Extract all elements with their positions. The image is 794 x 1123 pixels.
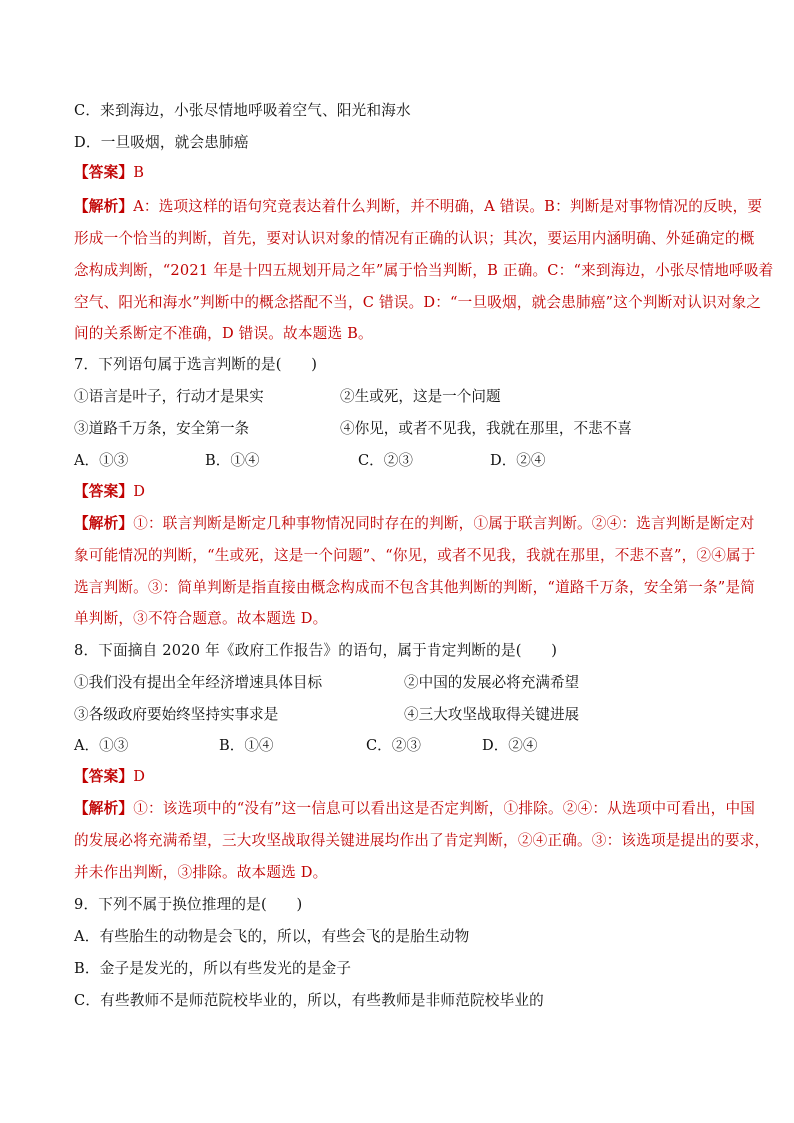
q8-analysis-line-3: 并未作出判断，③排除。故本题选 D。 <box>74 864 328 881</box>
q8-stem: 8．下面摘自 2020 年《政府工作报告》的语句，属于肯定判断的是( ) <box>74 642 558 659</box>
answer-tag: 【答案】 <box>74 164 134 181</box>
analysis-tag: 【解析】 <box>74 800 134 817</box>
q8-item-1: ①我们没有提出全年经济增速具体目标 <box>74 674 323 691</box>
analysis-tag: 【解析】 <box>74 198 134 215</box>
q8-answer <box>74 767 145 787</box>
q7-answer <box>74 482 145 502</box>
q7-analysis-line-3: 选言判断。③：简单判断是指直接由概念构成而不包含其他判断的判断，“道路千万条，安全第一条”是简 <box>74 579 756 596</box>
q8-choice-a: A．①③ <box>74 737 129 754</box>
q9-option-b: B．金子是发光的，所以有些发光的是金子 <box>74 960 352 977</box>
q6-option-d: D．一旦吸烟，就会患肺癌 <box>74 134 249 151</box>
answer-value: B <box>133 164 145 181</box>
q8-choice-d: D．②④ <box>482 737 538 754</box>
q7-stem: 7．下列语句属于选言判断的是( ) <box>74 356 318 373</box>
q7-item-2: ②生或死，这是一个问题 <box>340 388 501 405</box>
q6-analysis-line-5: 间的关系断定不准确，D 错误。故本题选 B。 <box>74 325 373 342</box>
analysis-text: ①：该选项中的“没有”这一信息可以看出这是否定判断，①排除。②④：从选项中可看出，中国 <box>133 800 756 817</box>
q8-item-3: ③各级政府要始终坚持实事求是 <box>74 706 279 723</box>
q8-item-4: ④三大攻坚战取得关键进展 <box>404 706 580 723</box>
q8-item-2: ②中国的发展必将充满希望 <box>404 674 580 691</box>
q7-item-1: ①语言是叶子，行动才是果实 <box>74 388 264 405</box>
q6-analysis-line-2: 形成一个恰当的判断，首先，要对认识对象的情况有正确的认识；其次，要运用内涵明确、外延确定的概 <box>74 230 755 247</box>
q8-choice-b: B．①④ <box>219 737 274 754</box>
q8-analysis-line-1 <box>74 799 755 819</box>
q7-item-3: ③道路千万条，安全第一条 <box>74 420 250 437</box>
q6-analysis-line-4: 空气、阳光和海水”判断中的概念搭配不当，C 错误。D：“一旦吸烟，就会患肺癌”这个判断对认识对象之 <box>74 294 762 311</box>
q7-item-4: ④你见，或者不见我，我就在那里，不悲不喜 <box>340 420 632 437</box>
q9-option-c: C．有些教师不是师范院校毕业的，所以，有些教师是非师范院校毕业的 <box>74 992 544 1009</box>
q6-analysis-line-3: 念构成判断，“2021 年是十四五规划开局之年”属于恰当判断，B 正确。C：“来到海边，小张尽情地呼吸着 <box>74 262 774 279</box>
q6-answer <box>74 163 144 183</box>
q7-analysis-line-4: 单判断，③不符合题意。故本题选 D。 <box>74 610 328 627</box>
answer-value: D <box>133 483 146 500</box>
q7-analysis-line-2: 象可能情况的判断，“生或死，这是一个问题”、“你见，或者不见我，我就在那里，不悲不喜”，②④属于 <box>74 547 756 564</box>
answer-tag: 【答案】 <box>74 768 134 785</box>
q9-option-a: A．有些胎生的动物是会飞的，所以，有些会飞的是胎生动物 <box>74 928 470 945</box>
q7-choice-c: C．②③ <box>358 452 413 469</box>
q8-choice-c: C．②③ <box>366 737 421 754</box>
q6-analysis-line-1 <box>74 197 762 217</box>
analysis-text: ①：联言判断是断定几种事物情况同时存在的判断，①属于联言判断。②④：选言判断是断定对 <box>133 515 755 532</box>
analysis-text: A：选项这样的语句究竟表达着什么判断，并不明确，A 错误。B：判断是对事物情况的反映，要 <box>133 198 763 215</box>
q7-choice-b: B．①④ <box>205 452 260 469</box>
analysis-tag: 【解析】 <box>74 515 134 532</box>
q7-choice-a: A．①③ <box>74 452 129 469</box>
answer-tag: 【答案】 <box>74 483 134 500</box>
q9-stem: 9．下列不属于换位推理的是( ) <box>74 896 303 913</box>
q6-option-c: C．来到海边，小张尽情地呼吸着空气、阳光和海水 <box>74 102 411 119</box>
q7-choice-d: D．②④ <box>490 452 546 469</box>
q8-analysis-line-2: 的发展必将充满希望，三大攻坚战取得关键进展均作出了肯定判断，②④正确。③：该选项是提出的要求， <box>74 832 770 849</box>
answer-value: D <box>133 768 146 785</box>
q7-analysis-line-1 <box>74 514 755 534</box>
